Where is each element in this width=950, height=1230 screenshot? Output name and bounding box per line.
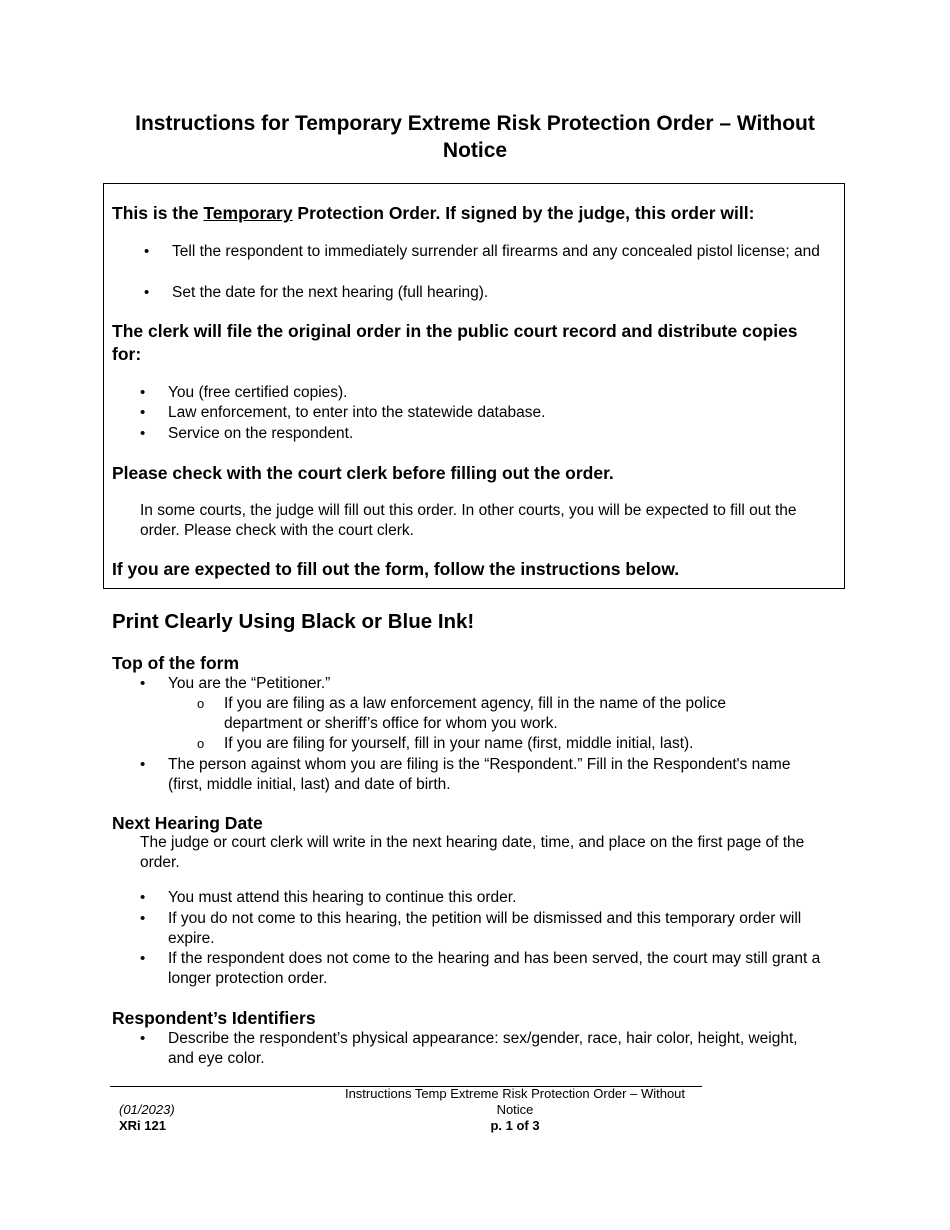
box-heading-check-clerk: Please check with the court clerk before filling out the order. [112,463,614,483]
list-item: You (free certified copies). [168,384,348,401]
section-heading-top-of-form: Top of the form [112,653,240,673]
footer-form-id: XRi 121 [119,1118,166,1133]
hollow-bullet-icon: o [197,696,205,711]
bullet-icon: • [140,756,146,773]
print-clearly-heading: Print Clearly Using Black or Blue Ink! [112,610,475,633]
bullet-icon: • [140,910,146,927]
box-heading-follow-instructions: If you are expected to fill out the form, follow the instructions below. [112,559,680,579]
document-title: Instructions for Temporary Extreme Risk Protection Order – Without Notice [135,112,815,162]
bullet-icon: • [140,384,146,401]
list-item: Describe the respondent’s physical appearance: sex/gender, race, hair color, height, weight, and eye color. [168,1030,798,1067]
bullet-icon: • [140,950,146,967]
list-item: Law enforcement, to enter into the statewide database. [168,404,546,421]
bullet-icon: • [144,243,150,260]
box-heading-clerk-copies: The clerk will file the original order in the public court record and distribute copies for: [112,321,798,364]
bullet-icon: • [140,404,146,421]
list-item: Set the date for the next hearing (full hearing). [172,284,489,301]
list-item: You are the “Petitioner.” [168,675,331,692]
hollow-bullet-icon: o [197,736,205,751]
footer-doc-title: Instructions Temp Extreme Risk Protection Order – Without Notice [344,1086,686,1117]
box-paragraph: In some courts, the judge will fill out this order. In other courts, you will be expected to fill out the order. Please check with the court clerk. [140,502,797,539]
list-item: Tell the respondent to immediately surrender all firearms and any concealed pistol license; and [172,243,820,260]
list-item: The person against whom you are filing is the “Respondent.” Fill in the Respondent's name (first, middle initial, last) and date of birth. [168,756,791,793]
footer-date: (01/2023) [119,1102,175,1117]
list-item: If the respondent does not come to the hearing and has been served, the court may still grant a longer protection order. [168,950,821,987]
sub-list-item: If you are filing for yourself, fill in your name (first, middle initial, last). [224,735,694,752]
section-heading-identifiers: Respondent’s Identifiers [112,1008,316,1028]
list-item: You must attend this hearing to continue this order. [168,889,517,906]
bullet-icon: • [144,284,150,301]
bullet-icon: • [140,425,146,442]
footer-page-number: p. 1 of 3 [490,1118,540,1133]
box-heading-temporary-order: This is the Temporary Protection Order. If signed by the judge, this order will: [112,203,755,223]
section-heading-next-hearing: Next Hearing Date [112,813,263,833]
temporary-emphasis: Temporary [203,203,293,223]
list-item: Service on the respondent. [168,425,354,442]
bullet-icon: • [140,1030,146,1047]
next-hearing-paragraph: The judge or court clerk will write in the next hearing date, time, and place on the first page of the order. [140,834,805,871]
sub-list-item: If you are filing as a law enforcement agency, fill in the name of the police department or sheriff’s office for whom you work. [224,695,727,732]
bullet-icon: • [140,675,146,692]
list-item: If you do not come to this hearing, the petition will be dismissed and this temporary order will expire. [168,910,802,947]
bullet-icon: • [140,889,146,906]
